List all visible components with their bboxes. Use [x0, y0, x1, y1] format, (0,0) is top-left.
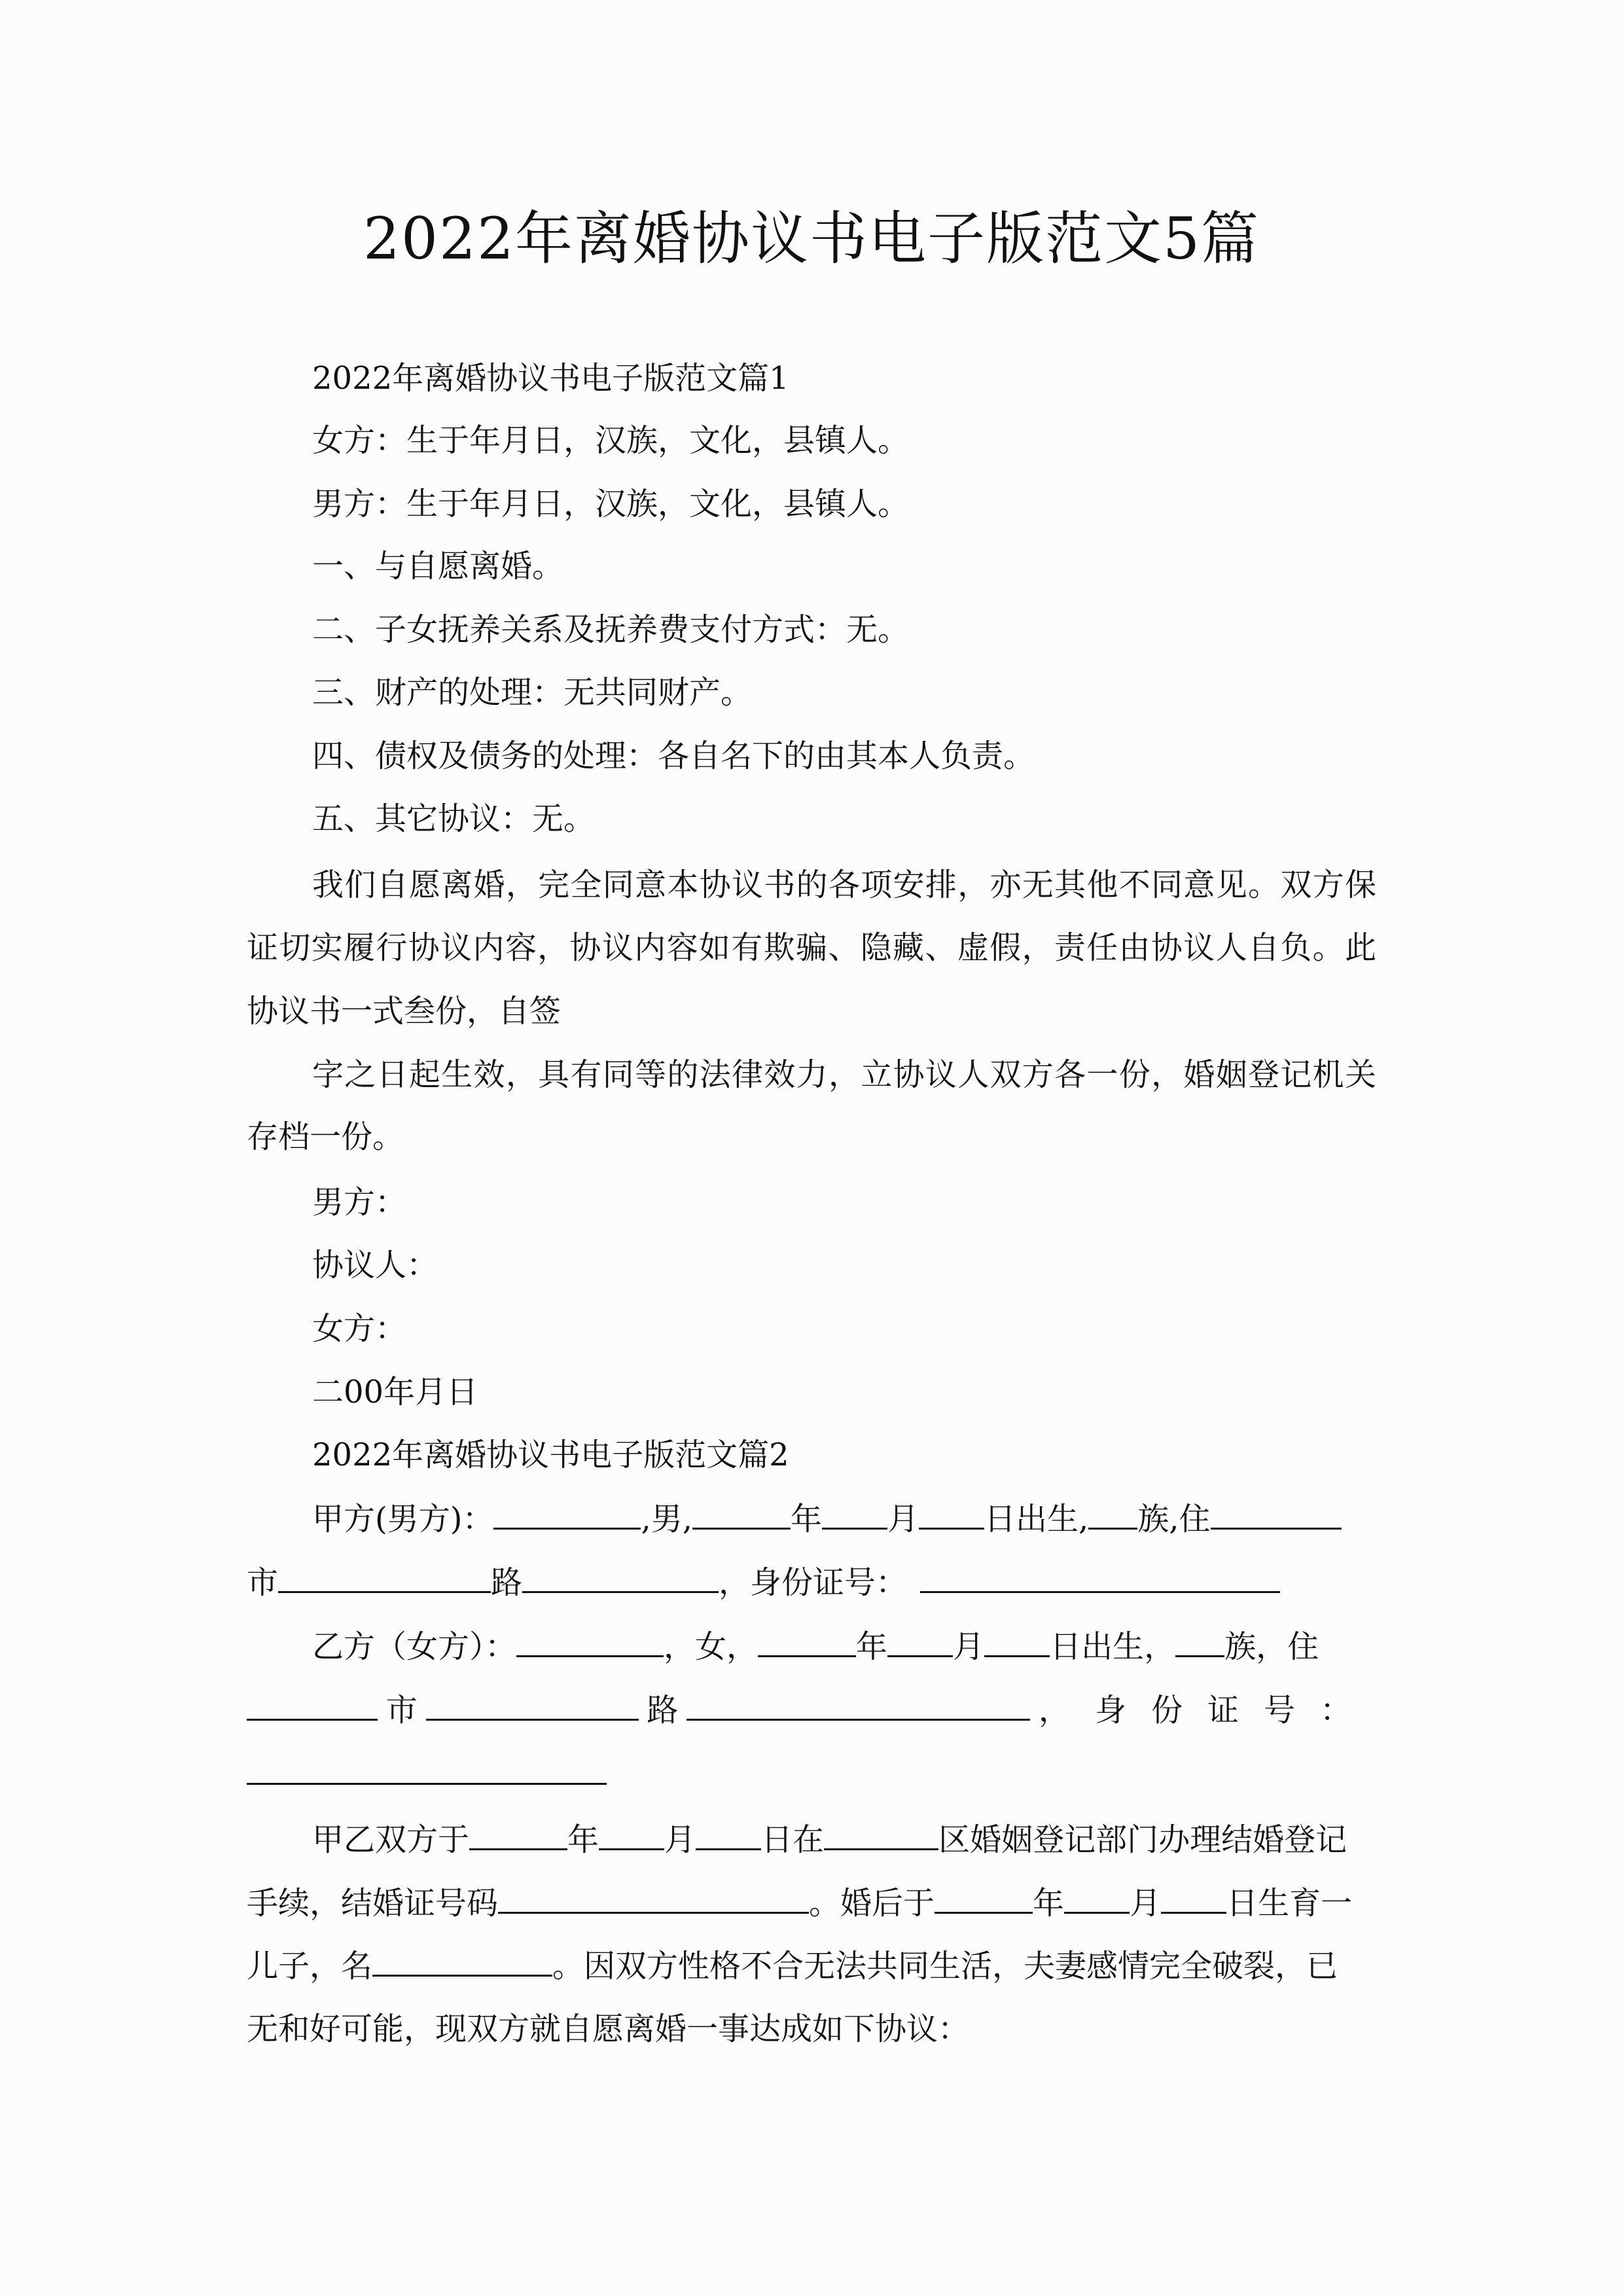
marriage-month-label: 月	[664, 1821, 696, 1858]
party-a-born-label: 日出生,	[984, 1501, 1089, 1537]
signature-date: 二00年月日	[312, 1374, 478, 1410]
party-a-address-blank[interactable]	[1211, 1499, 1342, 1530]
party-b-city-label: 市	[385, 1692, 418, 1729]
party-a-city-label: 市	[247, 1564, 279, 1601]
party-b-city-blank[interactable]	[426, 1690, 639, 1721]
marriage-registry-text: 区婚姻登记部门办理结婚登记	[938, 1821, 1347, 1858]
party-a-year-label: 年	[791, 1501, 823, 1537]
party-b-year-label: 年	[856, 1628, 888, 1665]
party-b-year-blank[interactable]	[758, 1626, 856, 1657]
marriage-line1	[312, 1820, 1347, 1859]
party-b-id-blank[interactable]	[247, 1754, 607, 1785]
article1-paragraph2-line1: 字之日起生效，具有同等的法律效力，立协议人双方各一份，婚姻登记机关	[312, 1056, 1376, 1093]
party-a-road-blank[interactable]	[522, 1562, 719, 1593]
party-a-day-blank[interactable]	[919, 1499, 984, 1530]
child-year-label: 年	[1033, 1885, 1065, 1922]
document-title: 2022年离婚协议书电子版范文5篇	[363, 205, 1260, 272]
article1-item-2: 二、子女抚养关系及抚养费支付方式：无。	[312, 611, 910, 648]
party-b-id-label: ，身份证号：	[1038, 1692, 1376, 1729]
party-b-line3	[247, 1754, 607, 1793]
marriage-day-label: 日在	[761, 1821, 825, 1858]
party-a-sex: ,男,	[641, 1501, 692, 1537]
article1-heading: 2022年离婚协议书电子版范文篇1	[312, 360, 789, 397]
child-birth-year-blank[interactable]	[935, 1883, 1033, 1914]
party-b-month-label: 月	[953, 1628, 985, 1665]
marriage-intro: 甲乙双方于	[312, 1821, 470, 1858]
party-b-label: 乙方（女方）：	[312, 1628, 517, 1665]
party-b-ethnic-label: 族，住	[1224, 1628, 1319, 1665]
marriage-line2	[247, 1883, 1352, 1922]
party-a-city-blank[interactable]	[278, 1562, 491, 1593]
party-b-road-label: 路	[647, 1692, 679, 1729]
party-b-road-blank[interactable]	[687, 1690, 1030, 1721]
marriage-year-label: 年	[567, 1821, 599, 1858]
party-b-line2	[247, 1690, 1376, 1729]
party-a-month-blank[interactable]	[822, 1499, 887, 1530]
party-a-ethnic-label: 族,住	[1137, 1501, 1211, 1537]
article1-paragraph1-line3: 协议书一式叁份，自签	[247, 993, 562, 1030]
article1-item-3: 三、财产的处理：无共同财产。	[312, 674, 753, 711]
article2-heading: 2022年离婚协议书电子版范文篇2	[312, 1437, 789, 1473]
party-a-id-blank[interactable]	[920, 1562, 1280, 1593]
article1-female-info: 女方：生于年月日，汉族，文化，县镇人。	[312, 422, 910, 459]
marriage-year-blank[interactable]	[469, 1820, 567, 1850]
signature-female: 女方：	[312, 1310, 407, 1347]
marriage-day-blank[interactable]	[696, 1820, 761, 1850]
party-b-line1	[312, 1626, 1319, 1666]
article1-paragraph2-line2: 存档一份。	[247, 1119, 404, 1155]
child-birth-month-blank[interactable]	[1064, 1883, 1130, 1914]
marriage-line3	[247, 1946, 1338, 1985]
marriage-line4: 无和好可能，现双方就自愿离婚一事达成如下协议：	[247, 2011, 970, 2047]
article1-paragraph1-line1: 我们自愿离婚，完全同意本协议书的各项安排，亦无其他不同意见。双方保	[312, 867, 1376, 903]
party-a-line2	[247, 1562, 1280, 1602]
party-a-name-blank[interactable]	[493, 1499, 641, 1530]
marriage-month-blank[interactable]	[599, 1820, 664, 1850]
party-a-year-blank[interactable]	[692, 1499, 791, 1530]
child-name-blank[interactable]	[372, 1946, 552, 1977]
divorce-reason-text: 。因双方性格不合无法共同生活，夫妻感情完全破裂，已	[552, 1948, 1338, 1984]
party-b-month-blank[interactable]	[887, 1626, 953, 1657]
party-a-road-label: 路	[491, 1564, 523, 1601]
party-b-day-blank[interactable]	[984, 1626, 1050, 1657]
party-b-ethnic-blank[interactable]	[1175, 1626, 1224, 1657]
article1-item-5: 五、其它协议：无。	[312, 800, 596, 837]
party-a-ethnic-blank[interactable]	[1088, 1499, 1137, 1530]
marriage-district-blank[interactable]	[824, 1820, 938, 1850]
signature-party: 协议人：	[312, 1247, 438, 1283]
party-a-label: 甲方(男方)：	[312, 1501, 494, 1537]
signature-male: 男方：	[312, 1184, 407, 1221]
party-a-month-label: 月	[887, 1501, 919, 1537]
party-b-district-blank[interactable]	[247, 1690, 378, 1721]
article1-male-info: 男方：生于年月日，汉族，文化，县镇人。	[312, 486, 910, 522]
marriage-cert-label: 手续，结婚证号码	[247, 1885, 499, 1922]
child-birth-day-blank[interactable]	[1161, 1883, 1226, 1914]
article1-item-1: 一、与自愿离婚。	[312, 548, 564, 584]
party-b-born-label: 日出生，	[1050, 1628, 1176, 1665]
article1-item-4: 四、债权及债务的处理：各自名下的由其本人负责。	[312, 738, 1035, 774]
marriage-after-label: 。婚后于	[809, 1885, 935, 1922]
party-a-line1	[312, 1499, 1342, 1538]
article1-paragraph1-line2: 证切实履行协议内容，协议内容如有欺骗、隐藏、虚假，责任由协议人自负。此	[247, 929, 1376, 966]
party-b-name-blank[interactable]	[516, 1626, 664, 1657]
marriage-cert-number-blank[interactable]	[498, 1883, 809, 1914]
child-month-label: 月	[1130, 1885, 1162, 1922]
child-name-label: 儿子，名	[247, 1948, 373, 1984]
party-a-id-label: ，身份证号：	[719, 1564, 908, 1601]
child-born-text: 日生育一	[1226, 1885, 1353, 1922]
party-b-sex: ，女，	[664, 1628, 758, 1665]
